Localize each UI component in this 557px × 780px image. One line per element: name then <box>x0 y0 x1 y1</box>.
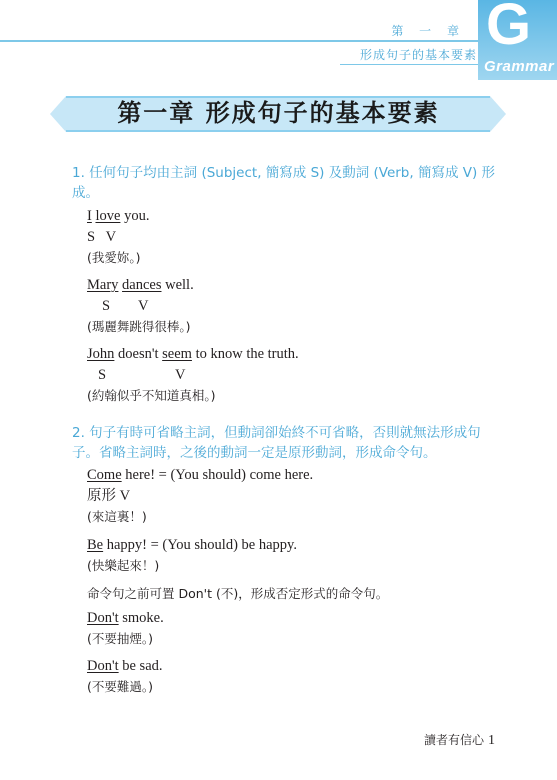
example-2-3-translation: (不要抽煙。) <box>87 631 154 646</box>
example-1-2-label-s: S <box>102 298 111 314</box>
example-word: Be <box>87 537 104 553</box>
page-footer <box>424 731 495 749</box>
example-word: Come <box>87 467 122 483</box>
example-rest: be sad. <box>118 658 163 674</box>
example-1-2 <box>87 276 194 294</box>
example-word: John <box>87 346 115 362</box>
example-word: Mary <box>87 277 119 293</box>
example-rest: happy! = (You should) be happy. <box>103 537 297 553</box>
example-1-1 <box>87 207 149 225</box>
example-1-1-label: S V <box>87 229 117 245</box>
page-title: 第一章 形成句子的基本要素 <box>117 99 440 127</box>
header-chapter: 第 一 章 <box>391 24 465 38</box>
header-rule <box>0 40 478 42</box>
example-1-2-translation: (瑪麗舞跳得很棒。) <box>87 319 191 334</box>
example-1-3-translation: (約翰似乎不知道真相。) <box>87 388 216 403</box>
footer-text: 讀者有信心 <box>423 733 484 747</box>
example-1-3 <box>87 345 299 363</box>
example-1-1-translation: (我愛妳。) <box>87 250 141 265</box>
example-word: Don't <box>87 658 119 674</box>
example-word: dances <box>122 277 162 293</box>
header-subrule <box>340 64 478 65</box>
header-subtitle: 形成句子的基本要素 <box>359 48 477 62</box>
example-2-2 <box>87 536 297 554</box>
negative-imperative-note: 命令句之前可置 Don't (不)，形成否定形式的命令句。 <box>87 586 389 601</box>
example-word: seem <box>162 346 192 362</box>
example-word: love <box>95 208 121 224</box>
logo-letter: G <box>486 0 532 57</box>
example-word: Don't <box>87 610 119 626</box>
example-2-3 <box>87 609 164 627</box>
grammar-logo <box>478 0 557 80</box>
point-1-text: 1. 任何句子均由主詞 (Subject, 簡寫成 S) 及動詞 (Verb, 簡寫成 V) 形成。 <box>72 165 496 201</box>
example-2-4 <box>87 657 163 675</box>
page-number: 1 <box>488 733 495 748</box>
example-2-1-translation: (來這裏！) <box>87 509 147 524</box>
point-2-text: 2. 句子有時可省略主詞，但動詞卻始終不可省略，否則就無法形成句子。省略主詞時，之後的動詞一定是原形動詞，形成命令句。 <box>72 425 481 461</box>
example-rest: smoke. <box>118 610 164 626</box>
example-1-2-label-v: V <box>138 298 149 314</box>
example-1-3-label-s: S <box>98 367 107 383</box>
example-rest: to know the truth. <box>191 346 299 362</box>
example-2-2-translation: (快樂起來！) <box>87 558 160 573</box>
example-rest: here! = (You should) come here. <box>121 467 314 483</box>
example-2-1-label: 原形 V <box>87 488 131 504</box>
example-rest: you. <box>120 208 150 224</box>
example-2-1 <box>87 466 313 484</box>
example-word: I <box>87 208 92 224</box>
example-rest: well. <box>161 277 194 293</box>
example-1-3-label-v: V <box>175 367 186 383</box>
logo-word: Grammar <box>484 58 555 75</box>
example-2-4-translation: (不要難過。) <box>87 679 154 694</box>
example-rest: doesn't <box>114 346 163 362</box>
